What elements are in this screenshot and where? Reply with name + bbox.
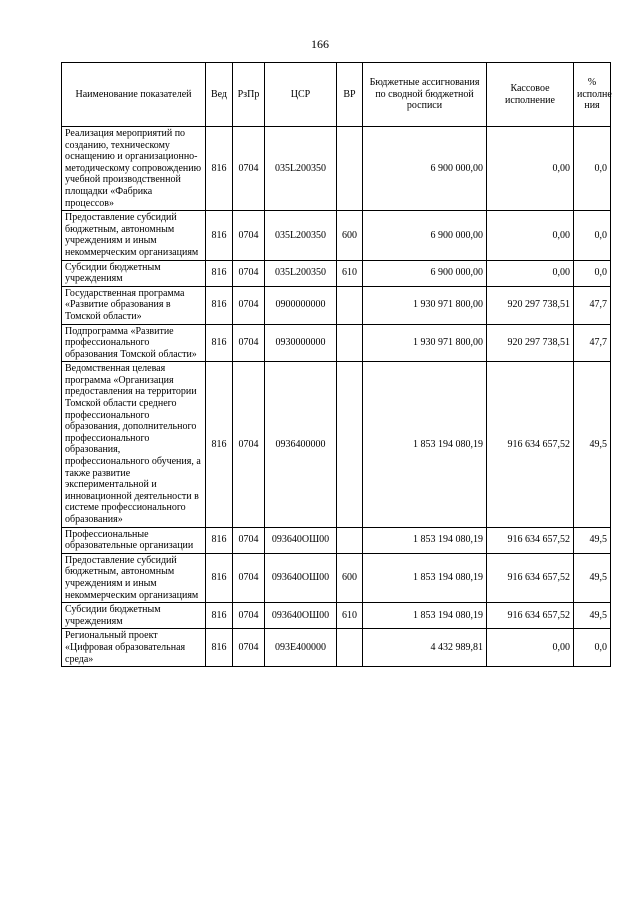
column-header: Наименование показателей	[62, 63, 206, 127]
column-header: Бюджетные ассигнования по сводной бюджетной росписи	[363, 63, 487, 127]
table-row	[62, 211, 611, 260]
row-name: Предоставление субсидий бюджетным, автономным учреждениям и иным некоммерческим организациям	[62, 553, 206, 602]
row-budget: 1 853 194 080,19	[363, 362, 487, 527]
row-csr: 093640ОШ00	[265, 603, 337, 629]
row-percent: 49,5	[574, 603, 611, 629]
row-rzpr: 0704	[233, 127, 265, 211]
row-csr: 035L200350	[265, 260, 337, 286]
row-vr	[337, 629, 363, 667]
row-ved: 816	[206, 127, 233, 211]
table-header-row	[62, 63, 611, 127]
row-rzpr: 0704	[233, 286, 265, 324]
row-rzpr: 0704	[233, 629, 265, 667]
row-name: Региональный проект «Цифровая образовательная среда»	[62, 629, 206, 667]
row-cash-execution: 0,00	[487, 260, 574, 286]
row-ved: 816	[206, 286, 233, 324]
row-percent: 47,7	[574, 324, 611, 362]
row-percent: 0,0	[574, 629, 611, 667]
row-percent: 49,5	[574, 527, 611, 553]
row-budget: 6 900 000,00	[363, 127, 487, 211]
page-number: 166	[311, 37, 329, 51]
table-row	[62, 603, 611, 629]
row-name: Государственная программа «Развитие образования в Томской области»	[62, 286, 206, 324]
column-header: Кассовое исполнение	[487, 63, 574, 127]
table-row	[62, 127, 611, 211]
row-name: Подпрограмма «Развитие профессионального образования Томской области»	[62, 324, 206, 362]
row-vr: 610	[337, 260, 363, 286]
table-row	[62, 362, 611, 527]
row-csr: 035L200350	[265, 127, 337, 211]
row-ved: 816	[206, 629, 233, 667]
table-row	[62, 527, 611, 553]
row-budget: 6 900 000,00	[363, 260, 487, 286]
row-rzpr: 0704	[233, 324, 265, 362]
row-cash-execution: 916 634 657,52	[487, 603, 574, 629]
row-percent: 47,7	[574, 286, 611, 324]
row-rzpr: 0704	[233, 260, 265, 286]
row-csr: 093640ОШ00	[265, 553, 337, 602]
row-ved: 816	[206, 362, 233, 527]
row-percent: 0,0	[574, 211, 611, 260]
row-vr: 600	[337, 553, 363, 602]
row-cash-execution: 0,00	[487, 629, 574, 667]
row-cash-execution: 0,00	[487, 211, 574, 260]
row-name: Ведомственная целевая программа «Организация предоставления на территории Томской области среднего профессионального образования, дополнительного профессионального образования, профессионального обучения, а также развитие экспериментальной и инновационной деятельности в системе профессионального образования»	[62, 362, 206, 527]
row-vr	[337, 527, 363, 553]
row-ved: 816	[206, 527, 233, 553]
row-cash-execution: 916 634 657,52	[487, 553, 574, 602]
row-budget: 1 853 194 080,19	[363, 603, 487, 629]
row-cash-execution: 920 297 738,51	[487, 286, 574, 324]
row-name: Профессиональные образовательные организации	[62, 527, 206, 553]
row-vr: 600	[337, 211, 363, 260]
row-cash-execution: 920 297 738,51	[487, 324, 574, 362]
table-row	[62, 324, 611, 362]
row-budget: 1 853 194 080,19	[363, 553, 487, 602]
row-vr	[337, 324, 363, 362]
row-percent: 0,0	[574, 127, 611, 211]
row-budget: 4 432 989,81	[363, 629, 487, 667]
row-csr: 0930000000	[265, 324, 337, 362]
row-name: Субсидии бюджетным учреждениям	[62, 260, 206, 286]
table-row	[62, 553, 611, 602]
row-csr: 035L200350	[265, 211, 337, 260]
row-rzpr: 0704	[233, 362, 265, 527]
row-csr: 0900000000	[265, 286, 337, 324]
table-row	[62, 629, 611, 667]
row-name: Реализация мероприятий по созданию, техническому оснащению и организационно-методическому сопровождению учебной производственной площадки «Фабрика процессов»	[62, 127, 206, 211]
row-vr	[337, 286, 363, 324]
row-name: Предоставление субсидий бюджетным, автономным учреждениям и иным некоммерческим организациям	[62, 211, 206, 260]
row-vr	[337, 362, 363, 527]
table-row	[62, 286, 611, 324]
column-header: РзПр	[233, 63, 265, 127]
row-vr: 610	[337, 603, 363, 629]
row-percent: 49,5	[574, 362, 611, 527]
row-percent: 0,0	[574, 260, 611, 286]
row-ved: 816	[206, 260, 233, 286]
row-percent: 49,5	[574, 553, 611, 602]
row-rzpr: 0704	[233, 527, 265, 553]
row-rzpr: 0704	[233, 603, 265, 629]
column-header: Вед	[206, 63, 233, 127]
row-name: Субсидии бюджетным учреждениям	[62, 603, 206, 629]
table-row	[62, 260, 611, 286]
row-rzpr: 0704	[233, 211, 265, 260]
row-ved: 816	[206, 324, 233, 362]
column-header: % исполне ния	[574, 63, 611, 127]
row-budget: 1 930 971 800,00	[363, 324, 487, 362]
row-ved: 816	[206, 553, 233, 602]
row-csr: 093640ОШ00	[265, 527, 337, 553]
row-cash-execution: 916 634 657,52	[487, 527, 574, 553]
row-ved: 816	[206, 603, 233, 629]
budget-table	[61, 62, 611, 667]
column-header: ВР	[337, 63, 363, 127]
row-csr: 093E400000	[265, 629, 337, 667]
row-vr	[337, 127, 363, 211]
row-cash-execution: 916 634 657,52	[487, 362, 574, 527]
row-cash-execution: 0,00	[487, 127, 574, 211]
row-budget: 6 900 000,00	[363, 211, 487, 260]
row-csr: 0936400000	[265, 362, 337, 527]
row-rzpr: 0704	[233, 553, 265, 602]
column-header: ЦСР	[265, 63, 337, 127]
row-budget: 1 930 971 800,00	[363, 286, 487, 324]
row-ved: 816	[206, 211, 233, 260]
row-budget: 1 853 194 080,19	[363, 527, 487, 553]
